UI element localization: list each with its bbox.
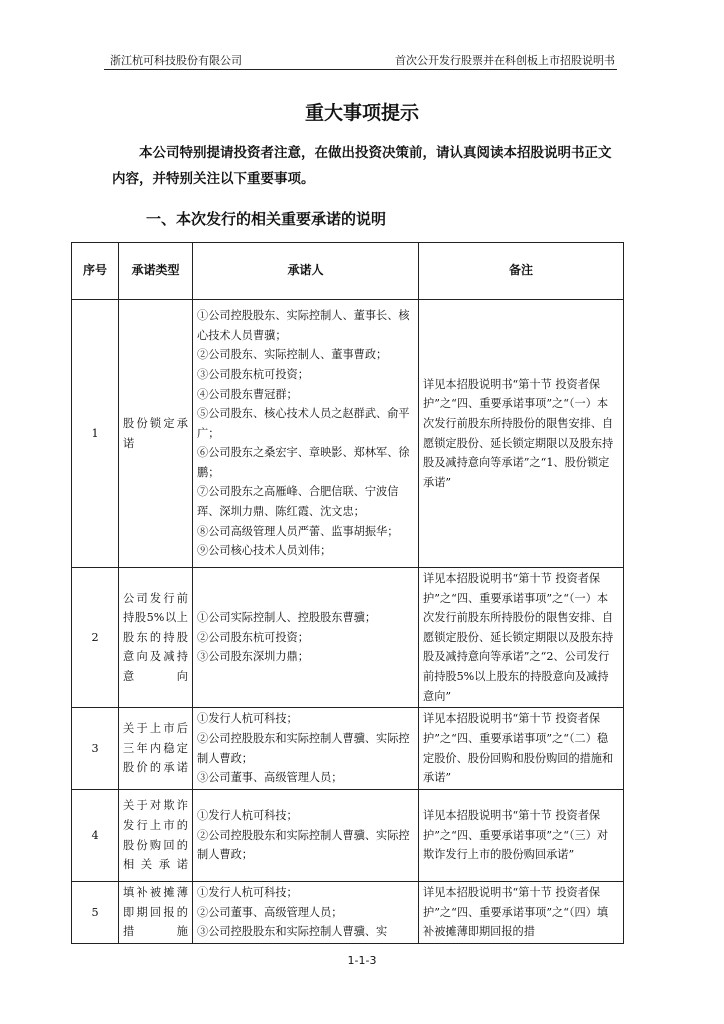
party-item: ④公司股东曹冠群； [197,387,298,401]
header-company: 浙江杭可科技股份有限公司 [110,54,242,67]
table-row [72,568,624,708]
note-text: 详见本招股说明书“第十节 投资者保护”之“四、重要承诺事项”之“（二）稳定股价、股份回购和股份购回的措施和承诺” [423,712,614,785]
row-type: 股份锁定承诺 [119,300,193,568]
row-seq: 3 [72,708,119,790]
row-seq: 1 [72,300,119,568]
row-parties [193,568,419,708]
party-item: ②公司董事、高级管理人员； [197,905,343,919]
row-type: 填补被摊薄即期回报的措施 [119,882,193,944]
row-parties [193,882,419,944]
page-number: 1-1-3 [347,954,377,967]
note-text: 详见本招股说明书“第十节 投资者保护”之“四、重要承诺事项”之“（四）填补被摊薄即期回报的措 [423,886,609,939]
row-note [419,300,624,568]
party-item: ②公司股东、实际控制人、董事曹政； [197,348,388,362]
table-row [72,790,624,882]
party-item: ⑥公司股东之桑宏宇、章映影、郑林军、徐鹏； [197,446,410,479]
party-item: ③公司股东杭可投资； [197,367,309,381]
note-text: 详见本招股说明书“第十节 投资者保护”之“四、重要承诺事项”之“（一）本次发行前股东所持股份的限售安排、自愿锁定股份、延长锁定期限以及股东持股及减持意向等承诺”之“2、公司发行前持股5%以上股东的持股意向及减持意向” [423,572,614,703]
page-header [104,50,617,70]
row-parties [193,790,419,882]
note-text: 详见本招股说明书“第十节 投资者保护”之“四、重要承诺事项”之“（一）本次发行前股东所持股份的限售安排、自愿锁定股份、延长锁定期限以及股东持股及减持意向等承诺”之“1、股份锁定承诺” [423,377,614,489]
party-item: ②公司股东杭可投资； [197,630,309,644]
row-note [419,708,624,790]
party-item: ⑤公司股东、核心技术人员之赵群武、俞平广； [197,407,410,440]
party-item: ②公司控股股东和实际控制人曹骥、实际控制人曹政； [197,732,410,765]
party-item: ①发行人杭可科技； [197,712,298,726]
table-row [72,300,624,568]
party-item: ①公司实际控制人、控股股东曹骥； [197,611,377,625]
row-seq: 5 [72,882,119,944]
party-item: ①发行人杭可科技； [197,886,298,900]
row-parties [193,708,419,790]
party-item: ③公司股东深圳力鼎； [197,650,309,664]
commitments-table [71,242,624,944]
row-seq: 2 [72,568,119,708]
section-title: 一、本次发行的相关重要承诺的说明 [146,210,387,228]
party-item: ③公司董事、高级管理人员； [197,771,343,785]
note-text: 详见本招股说明书“第十节 投资者保护”之“四、重要承诺事项”之“（三）对欺诈发行上市的股份购回承诺” [423,809,609,862]
row-type: 关于对欺诈发行上市的股份购回的相关承诺 [119,790,193,882]
table-header-row [72,243,624,300]
party-item: ①发行人杭可科技； [197,809,298,823]
row-type: 关于上市后三年内稳定股价的承诺 [119,708,193,790]
page-title: 重大事项提示 [304,102,419,124]
party-item: ③公司控股股东和实际控制人曹骥、实 [197,925,388,939]
party-item: ②公司控股股东和实际控制人曹骥、实际控制人曹政； [197,828,410,862]
party-item: ⑦公司股东之高雁峰、合肥信联、宁波信珲、深圳力鼎、陈红霞、沈文忠； [197,485,399,519]
header-type: 承诺类型 [119,243,193,300]
header-seq: 序号 [72,243,119,300]
party-item: ⑨公司核心技术人员刘伟； [197,544,332,558]
header-document: 首次公开发行股票并在科创板上市招股说明书 [395,54,615,67]
row-seq: 4 [72,790,119,882]
table-row [72,708,624,790]
party-item: ⑧公司高级管理人员严蕾、监事胡振华； [197,524,399,538]
row-type: 公司发行前持股5%以上股东的持股意向及减持意向 [119,568,193,708]
row-note [419,568,624,708]
header-note: 备注 [419,243,624,300]
row-parties [193,300,419,568]
table-row [72,882,624,944]
party-item: ①公司控股股东、实际控制人、董事长、核心技术人员曹骥； [197,309,410,342]
row-note [419,790,624,882]
row-note [419,882,624,944]
intro-paragraph: 本公司特别提请投资者注意，在做出投资决策前，请认真阅读本招股说明书正文内容，并特别关注以下重要事项。 [112,145,612,187]
header-party: 承诺人 [193,243,419,300]
